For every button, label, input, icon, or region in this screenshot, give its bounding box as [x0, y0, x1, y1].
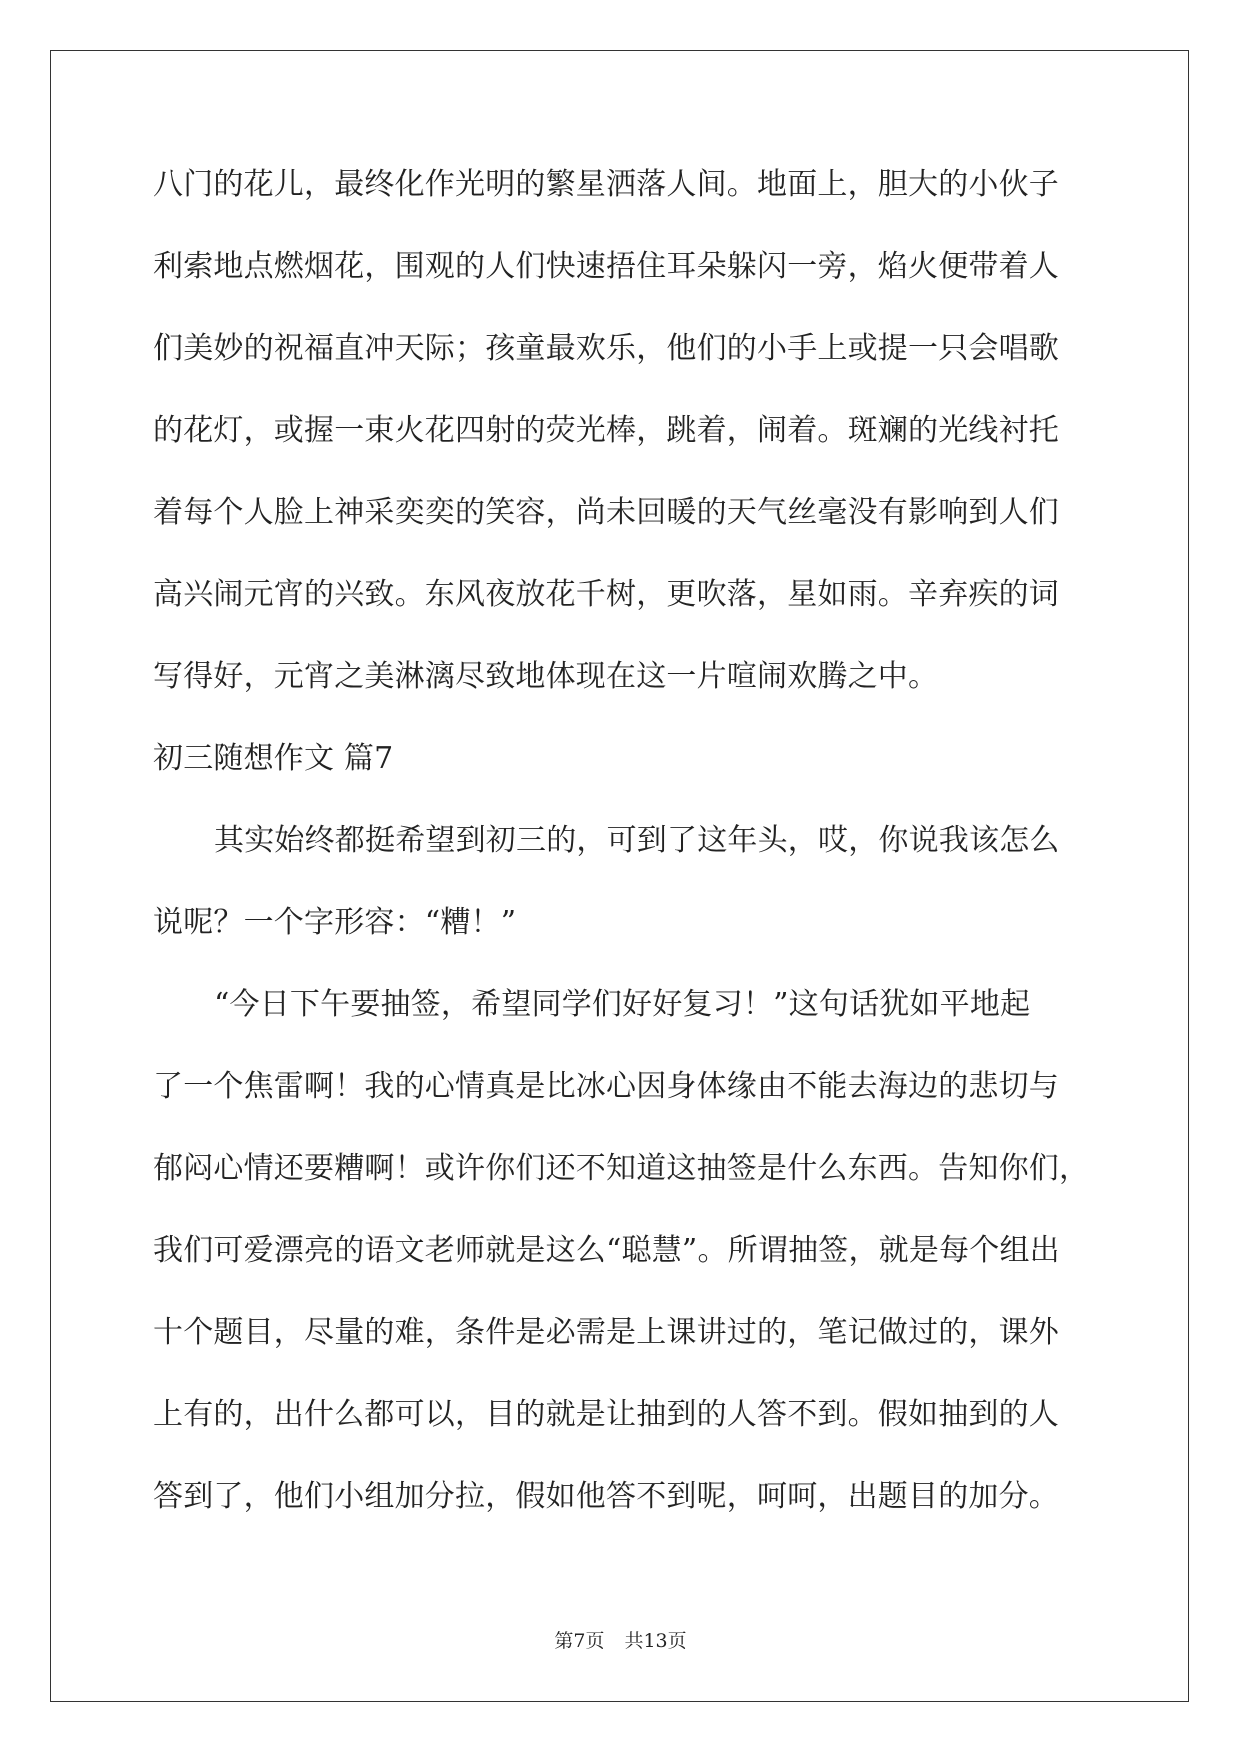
body-line: 我们可爱漂亮的语文老师就是这么“聪慧”。所谓抽签，就是每个组出 [153, 1233, 1060, 1268]
body-line: 着每个人脸上神采奕奕的笑容，尚未回暖的天气丝毫没有影响到人们 [153, 495, 1059, 530]
body-line: 了一个焦雷啊！我的心情真是比冰心因身体缘由不能去海边的悲切与 [153, 1069, 1059, 1104]
body-line: 写得好，元宵之美淋漓尽致地体现在这一片喧闹欢腾之中。 [153, 659, 939, 694]
page-footer [0, 1627, 1241, 1655]
paragraph-first-line: 其实始终都挺希望到初三的，可到了这年头，哎，你说我该怎么 [214, 823, 1060, 858]
body-line: 上有的，出什么都可以，目的就是让抽到的人答不到。假如抽到的人 [153, 1397, 1059, 1432]
body-line: 的花灯，或握一束火花四射的荧光棒，跳着，闹着。斑斓的光线衬托 [153, 413, 1059, 448]
paragraph-first-line: “今日下午要抽签，希望同学们好好复习！”这句话犹如平地起 [214, 987, 1031, 1022]
document-body [153, 144, 1153, 1538]
body-line: 答到了，他们小组加分拉，假如他答不到呢，呵呵，出题目的加分。 [153, 1479, 1059, 1514]
section-heading: 初三随想作文 篇7 [153, 741, 394, 776]
body-line: 利索地点燃烟花，围观的人们快速捂住耳朵躲闪一旁，焰火便带着人 [153, 249, 1059, 284]
body-line: 们美妙的祝福直冲天际；孩童最欢乐，他们的小手上或提一只会唱歌 [153, 331, 1059, 366]
body-line: 八门的花儿，最终化作光明的繁星洒落人间。地面上，胆大的小伙子 [153, 167, 1059, 202]
body-line: 郁闷心情还要糟啊！或许你们还不知道这抽签是什么东西。告知你们， [153, 1151, 1090, 1186]
body-line: 说呢？一个字形容：“糟！” [153, 905, 517, 940]
page-number: 第7页 [554, 1630, 605, 1652]
body-line: 高兴闹元宵的兴致。东风夜放花千树，更吹落，星如雨。辛弃疾的词 [153, 577, 1059, 612]
page-total: 共13页 [624, 1630, 687, 1652]
body-line: 十个题目，尽量的难，条件是必需是上课讲过的，笔记做过的，课外 [153, 1315, 1059, 1350]
